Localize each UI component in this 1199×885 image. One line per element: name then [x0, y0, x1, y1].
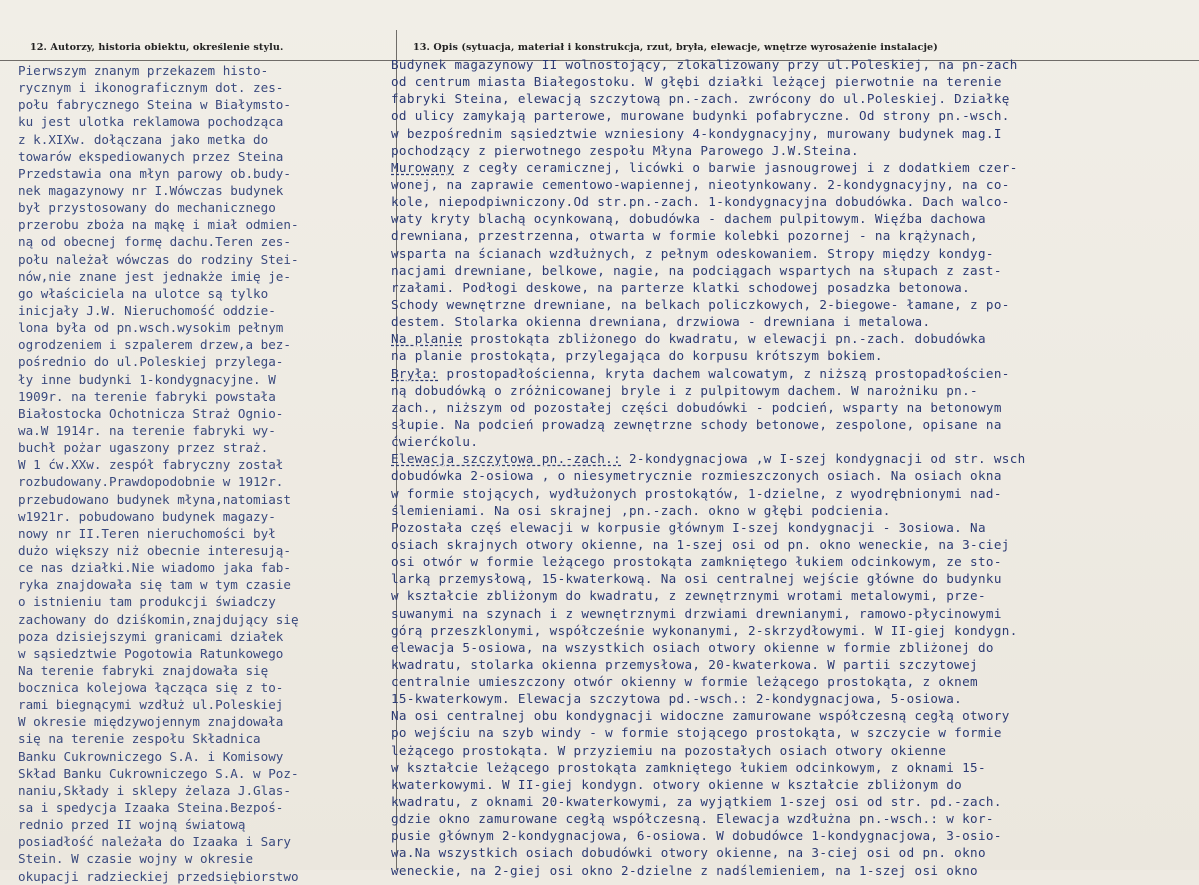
history-line: połu należał wówczas do rodziny Stei-: [18, 251, 299, 267]
description-line: Budynek magazynowy II wolnostojący, zlokalizowany przy ul.Poleskiej, na pn-zach: [391, 57, 1018, 72]
description-line: kwadratu, stolarka okienna przemysłowa, 20-kwaterkowa. W partii szczytowej: [391, 656, 978, 672]
description-line: w formie stojących, wydłużonych prostokątów, 1-dzielne, z wyodrębnionymi nad-: [391, 485, 1002, 501]
description-line: fabryki Steina, elewacją szczytową pn.-zach. zwrócony do ul.Poleskiej. Działkę: [391, 91, 1010, 107]
description-line: kwaterkowymi. W II-giej kondygn. otwory okienne w kształcie zbliżonym do: [391, 776, 963, 792]
section-13-text: [391, 56, 1199, 879]
description-line: Pozostała częś elewacji w korpusie głównym I-szej kondygnacji - 3osiowa. Na: [391, 519, 986, 535]
history-line: Przedstawia ona młyn parowy ob.budy-: [18, 165, 291, 181]
description-line: w kształcie zbliżonym do kwadratu, z zewnętrznymi wrotami metalowymi, prze-: [391, 588, 986, 604]
description-line: ślemieniami. Na osi skrajnej ,pn.-zach. okno w głębi podcienia.: [391, 502, 891, 518]
history-line: 1909r. na terenie fabryki powstała: [18, 388, 276, 404]
history-line: towarów ekspediowanych przez Steina: [18, 148, 284, 164]
history-line: w sąsiedztwie Pogotowia Ratunkowego: [18, 645, 284, 661]
description-line: Na osi centralnej obu kondygnacji widoczne zamurowane współczesną cegłą otwory: [391, 708, 1010, 724]
history-line: lona była od pn.wsch.wysokim pełnym: [18, 320, 284, 336]
description-line: ną dobudówką o zróżnicowanej bryle i z pulpitowym dachem. W narożniku pn.-: [391, 382, 978, 398]
history-line: ogrodzeniem i szpalerem drzew,a bez-: [18, 337, 291, 353]
description-line: nacjami drewniane, belkowe, nagie, na podciągach wspartych na słupach z zast-: [391, 262, 1002, 278]
description-line: wa.Na wszystkich osiach dobudówki otwory okienne, na 3-ciej osi od pn. okno: [391, 845, 986, 861]
description-line: Murowany z cegły ceramicznej, licówki o barwie jasnougrowej i z dodatkiem czer-: [391, 159, 1018, 175]
history-line: połu fabrycznego Steina w Białymsto-: [18, 97, 291, 113]
description-line: pusie głównym 2-kondygnacjowa, 6-osiowa. W dobudówce 1-kondygnacjowa, 3-osio-: [391, 828, 1002, 844]
description-line: suwanymi na szynach i z wewnętrznymi drzwiami drewnianymi, ramowo-płycinowymi: [391, 605, 1002, 621]
history-line: bocznica kolejowa łącząca się z to-: [18, 680, 284, 696]
description-line: na planie prostokąta, przylegająca do korpusu krótszym bokiem.: [391, 348, 883, 364]
history-line: Pierwszym znanym przekazem histo-: [18, 63, 269, 78]
description-line: osiach skrajnych otwory okienne, na 1-szej osi od pn. okno weneckie, na 3-ciej: [391, 536, 1010, 552]
description-line: destem. Stolarka okienna drewniana, drzwiowa - drewniana i metalowa.: [391, 314, 931, 330]
history-line: o istnieniu tam produkcji świadczy: [18, 594, 276, 610]
description-line: pochodzący z pierwotnego zespołu Młyna Parowego J.W.Steina.: [391, 142, 859, 158]
section-13-heading: 13. Opis (sytuacja, materiał i konstrukcja, rzut, bryła, elewacje, wnętrze wyrosażenie instalacje): [413, 42, 938, 53]
history-line: Skład Banku Cukrowniczego S.A. w Poz-: [18, 765, 299, 781]
history-line: ły inne budynki 1-kondygnacyjne. W: [18, 371, 276, 387]
description-line: osi otwór w formie leżącego prostokąta zamkniętego łukiem odcinkowym, ze sto-: [391, 554, 1002, 570]
description-line: po wejściu na szyb windy - w formie stojącego prostokąta, w szczycie w formie: [391, 725, 1002, 741]
history-line: przerobu zboża na mąkę i miał odmien-: [18, 217, 299, 233]
history-line: z k.XIXw. dołączana jako metka do: [18, 131, 269, 147]
description-line: od ulicy zamykają parterowe, murowane budynki pofabryczne. Od strony pn.-wsch.: [391, 108, 1010, 124]
description-line: Bryła: prostopadłościenna, kryta dachem walcowatym, z niższą prostopadłościen-: [391, 365, 1010, 381]
description-line: weneckie, na 2-giej osi okno 2-dzielne z nadślemieniem, na 1-szej osi okno: [391, 862, 978, 878]
history-line: był przystosowany do mechanicznego: [18, 200, 276, 216]
history-line: ryka znajdowała się tam w tym czasie: [18, 577, 291, 593]
section-12-text: [18, 62, 396, 885]
history-line: rednio przed II wojną światową: [18, 817, 246, 833]
history-line: zachowany do dziśkomin,znajdujący się: [18, 611, 299, 627]
description-line: w kształcie leżącego prostokąta zamkniętego łukiem odcinkowym, z oknami 15-: [391, 759, 986, 775]
history-line: go właściciela na ulotce są tylko: [18, 285, 269, 301]
description-line: od centrum miasta Białegostoku. W głębi działki leżącej pierwotnie na terenie: [391, 74, 1002, 90]
history-line: okupacji radzieckiej przedsiębiorstwo: [18, 868, 299, 884]
description-line: Na planie prostokąta zbliżonego do kwadratu, w elewacji pn.-zach. dobudówka: [391, 331, 986, 347]
description-line: leżącego prostokąta. W przyziemiu na pozostałych osiach otwory okienne: [391, 742, 947, 758]
history-line: dużo większy niż obecnie interesują-: [18, 542, 291, 558]
history-line: wa.W 1914r. na terenie fabryki wy-: [18, 422, 276, 438]
description-line: drewniana, przestrzenna, otwarta w formie kolebki pozornej - na krążynach,: [391, 228, 978, 244]
history-line: nów,nie znane jest jednakże imię je-: [18, 268, 291, 284]
history-line: nowy nr II.Teren nieruchomości był: [18, 525, 276, 541]
history-line: poza dzisiejszymi granicami działek: [18, 628, 284, 644]
history-line: ce nas działki.Nie wiadomo jaka fab-: [18, 560, 291, 576]
description-line: dobudówka 2-osiowa , o niesymetrycznie rozmieszczonych osiach. Na osiach okna: [391, 468, 1002, 484]
description-line: wonej, na zaprawie cementowo-wapiennej, nieotynkowany. 2-kondygnacyjny, na co-: [391, 176, 1010, 192]
history-line: ną od obecnej formę dachu.Teren zes-: [18, 234, 291, 250]
history-line: rycznym i ikonograficznym dot. zes-: [18, 80, 284, 96]
description-line: Schody wewnętrzne drewniane, na belkach policzkowych, 2-biegowe- łamane, z po-: [391, 296, 1010, 312]
history-line: Stein. W czasie wojny w okresie: [18, 851, 254, 867]
description-line: w bezpośrednim sąsiedztwie wzniesiony 4-kondygnacyjny, murowany budynek mag.I: [391, 125, 1002, 141]
description-line: waty kryty blachą ocynkowaną, dobudówka - dachem pulpitowym. Więźba dachowa: [391, 211, 986, 227]
history-line: Banku Cukrowniczego S.A. i Komisowy: [18, 748, 284, 764]
description-line: 15-kwaterkowym. Elewacja szczytowa pd.-wsch.: 2-kondygnacjowa, 5-osiowa.: [391, 691, 963, 707]
history-line: rozbudowany.Prawdopodobnie w 1912r.: [18, 474, 284, 490]
description-line: wsparta na ścianach wzdłużnych, z pełnym odeskowaniem. Stropy między kondyg-: [391, 245, 994, 261]
history-line: nek magazynowy nr I.Wówczas budynek: [18, 182, 284, 198]
description-line: gdzie okno zamurowane cegłą współczesną. Elewacja wzdłużna pn.-wsch.: w kor-: [391, 811, 994, 827]
history-line: pośrednio do ul.Poleskiej przylega-: [18, 354, 284, 370]
history-line: W okresie międzywojennym znajdowała: [18, 714, 284, 730]
history-line: sa i spedycja Izaaka Steina.Bezpoś-: [18, 800, 284, 816]
history-line: posiadłość należała do Izaaka i Sary: [18, 834, 291, 850]
history-line: naniu,Składy i sklepy żelaza J.Glas-: [18, 782, 291, 798]
description-line: ćwierćkolu.: [391, 434, 479, 450]
history-line: się na terenie zespołu Składnica: [18, 731, 261, 747]
description-line: Elewacja szczytowa pn.-zach.: 2-kondygnacjowa ,w I-szej kondygnacji od str. wsch: [391, 451, 1026, 467]
history-line: rami biegnącymi wzdłuż ul.Poleskiej: [18, 697, 284, 713]
history-line: przebudowano budynek młyna,natomiast: [18, 491, 291, 507]
description-line: kole, niepodpiwniczony.Od str.pn.-zach. 1-kondygnacyjna dobudówka. Dach walco-: [391, 194, 1010, 210]
history-line: w1921r. pobudowano budynek magazy-: [18, 508, 276, 524]
history-line: Na terenie fabryki znajdowała się: [18, 662, 269, 678]
history-line: buchł pożar ugaszony przez straż.: [18, 440, 269, 456]
description-line: słupie. Na podcień prowadzą zewnętrzne schody betonowe, zespolone, opisane na: [391, 416, 1002, 432]
history-line: W 1 ćw.XXw. zespół fabryczny został: [18, 457, 284, 473]
description-line: elewacja 5-osiowa, na wszystkich osiach otwory okienne w formie zbliżonej do: [391, 639, 994, 655]
description-line: rzałami. Podłogi deskowe, na parterze klatki schodowej posadzka betonowa.: [391, 279, 971, 295]
history-line: Białostocka Ochotnicza Straż Ognio-: [18, 405, 284, 421]
description-line: górą przeszklonymi, współcześnie wykonanymi, 2-skrzydłowymi. W II-giej kondygn.: [391, 622, 1018, 638]
description-line: centralnie umieszczony otwór okienny w formie leżącego prostokąta, z oknem: [391, 674, 978, 690]
section-12-heading: 12. Autorzy, historia obiektu, określenie stylu.: [30, 42, 284, 53]
history-line: inicjały J.W. Nieruchomość oddzie-: [18, 302, 276, 318]
description-line: larką przemysłową, 15-kwaterkową. Na osi centralnej wejście główne do budynku: [391, 571, 1002, 587]
description-line: kwadratu, z oknami 20-kwaterkowymi, za wyjątkiem 1-szej osi od str. pd.-zach.: [391, 794, 1002, 810]
description-line: zach., niższym od pozostałej części dobudówki - podcień, wsparty na betonowym: [391, 399, 1002, 415]
history-line: ku jest ulotka reklamowa pochodząca: [18, 114, 284, 130]
